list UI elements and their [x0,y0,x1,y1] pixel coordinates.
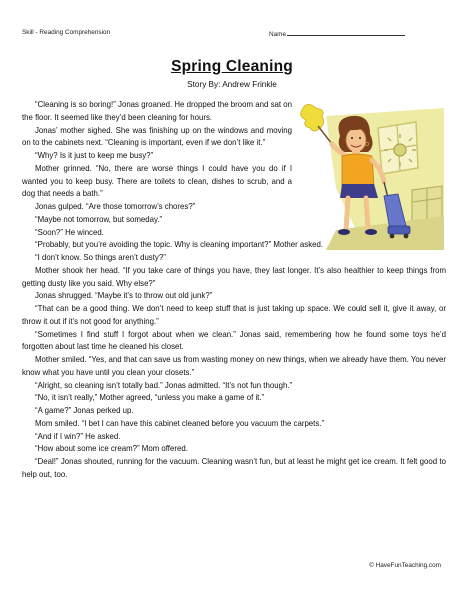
paragraph: “And if I win?” He asked. [35,431,121,441]
paragraph: “No, it isn’t really,” Mother agreed, “unless you make a game of it.” [35,393,265,403]
story-text [22,99,446,482]
paragraph: Jonas’ mother sighed. She was finishing up on the windows and moving on to the cabinets next. “Cleaning is important, even if we don’t like it.” [22,125,292,148]
paragraph: “How about some ice cream?” Mom offered. [35,444,188,454]
paragraph: Jonas gulped. “Are those tomorrow’s chores?” [35,202,196,211]
paragraph: “A game?” Jonas perked up. [35,406,134,415]
paragraph: “That can be a good thing. We don’t need to keep stuff that is just taking up space. We could sell it, give it away, or throw it out if it’s not good for anything.” [22,304,446,326]
paragraph: “Alright, so cleaning isn’t totally bad.” Jonas admitted. “It’s not fun though.” [35,380,293,390]
paragraph: “Cleaning is so boring!” Jonas groaned. He dropped the broom and sat on the floor. It seemed like they’d been cleaning for hours. [22,100,292,122]
paragraph: Mom smiled. “I bet I can have this cabinet cleaned before you vacuum the carpets.” [35,418,325,428]
paragraph: Mother shook her head. “If you take care of things you have, they last longer. It’s also healthier to keep things from getting dusty like you said. Why else?” [22,265,446,288]
copyright-footer: © HaveFunTeaching.com [369,562,441,569]
paragraph: “Soon?” He winced. [35,227,104,237]
story-byline: Story By: Andrew Frinkle [187,80,277,89]
name-blank-line [287,29,405,36]
paragraph: “Sometimes I find stuff I forgot about when we clean.” Jonas said, remembering how he found some toys he’d forgotten about last time he cleaned his closet. [22,329,446,352]
name-label: Name [269,31,287,38]
paragraph: Mother smiled. “Yes, and that can save us from wasting money on new things, when we already have them. You never know what you have until you clean your closets.” [22,355,446,377]
paragraph: “Probably, but you’re avoiding the topic. Why is cleaning important?” Mother asked. [35,240,324,250]
paragraph: “I don’t know. So things aren’t dusty?” [35,253,166,262]
skill-label: Skill - Reading Comprehension [22,29,111,36]
name-field [269,29,405,38]
story-title: Spring Cleaning [171,58,293,75]
paragraph: Mother grinned. “No, there are worse things I could have you do if I wanted you to keep busy. There are toilets to clean, dishes to scrub, and a dog that needs a bath.” [22,163,292,199]
paragraph: “Deal!” Jonas shouted, running for the vacuum. Cleaning wasn’t fun, but at least he might get ice cream. It felt good to help out, too. [22,457,446,479]
paragraph: “Why? Is it just to keep me busy?” [35,151,154,160]
paragraph: Jonas shrugged. “Maybe it’s to throw out old junk?” [35,291,213,301]
paragraph: “Maybe not tomorrow, but someday.” [35,214,163,224]
